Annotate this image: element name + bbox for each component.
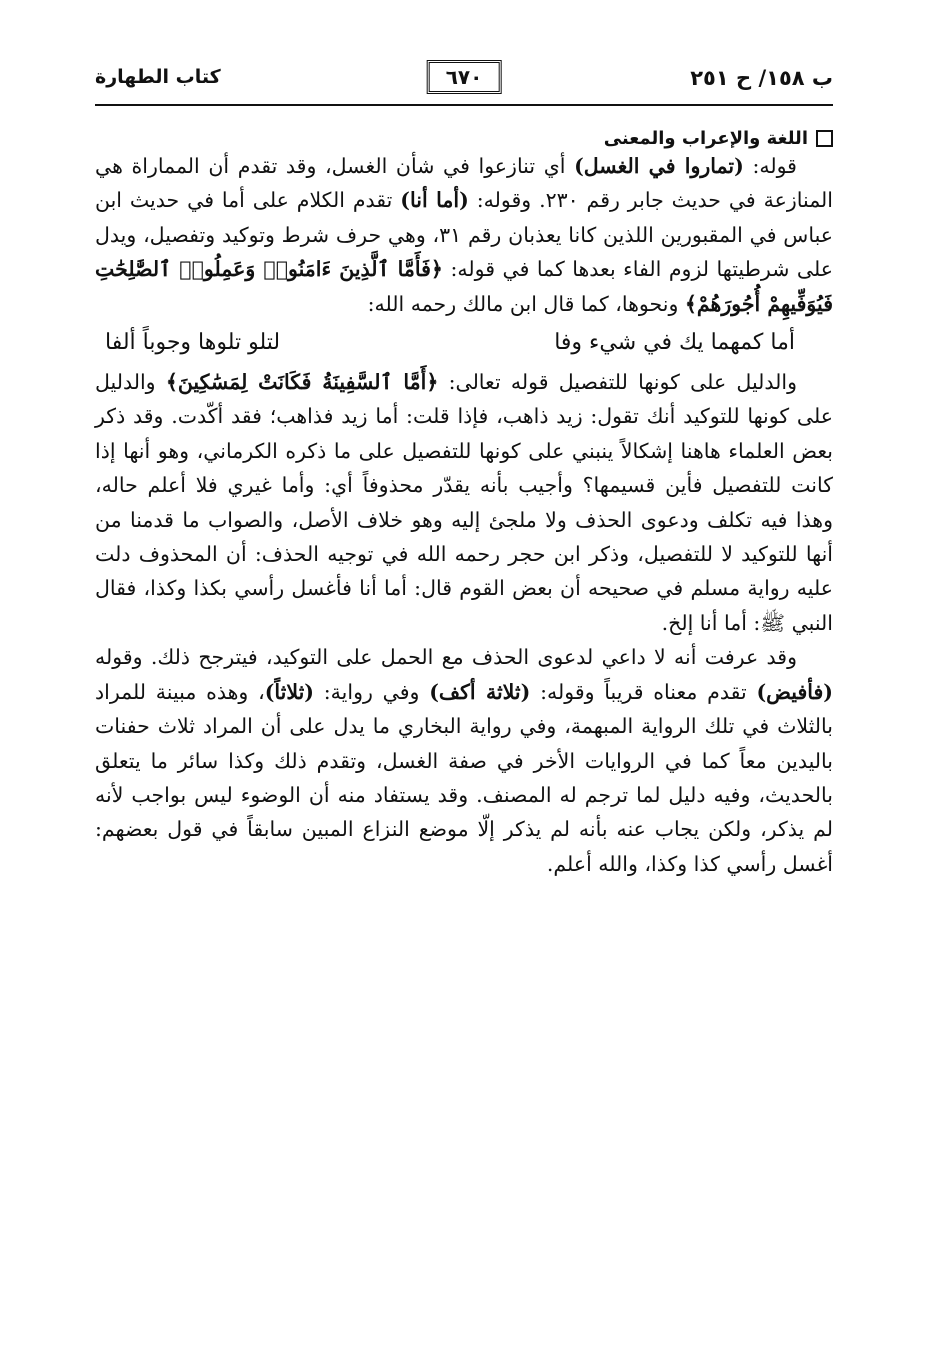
book-title: كتاب الطهارة <box>95 66 221 88</box>
text-run: وفي رواية: <box>314 679 430 704</box>
verse-first-hemistich: أما كمهما يك في شيء وفا <box>554 330 795 356</box>
text-run: والدليل على كونها للتفصيل قوله تعالى: <box>438 370 797 395</box>
quoted-phrase: (ثلاثة أكف) <box>429 679 531 704</box>
page-number: ٦٧٠ <box>427 60 502 94</box>
text-run: أي تنازعوا في شأن الغسل، وقد تقدم أن المماراة هي المنازعة في حديث جابر رقم ٢٣٠. وقوله: <box>95 154 833 213</box>
text-run: تقدم معناه قريباً وقوله: <box>530 679 757 704</box>
quran-verse: ﴿أَمَّا ٱلسَّفِينَةُ فَكَانَتْ لِمَسَٰكِينَ﴾ <box>165 370 439 395</box>
section-heading <box>95 128 833 149</box>
paragraph-2 <box>95 365 833 640</box>
text-run: ونحوها، كما قال ابن مالك رحمه الله: <box>367 291 685 316</box>
text-run: ، وهذه مبينة للمراد بالثلاث في تلك الرواية المبهمة، وفي رواية البخاري ما يدل على أن المراد ثلاث حفنات باليدين معاً كما في الروايات الأخر في صفة الغسل، وتقدم ذلك وكذا سائر ما يتعلق بالحديث، وفيه دليل لما ترجم له المصنف. وقد يستفاد منه أن الوضوء ليس بواجب لأنه لم يذكر، ولكن يجاب عنه بأنه لم يذكر إلّا موضع النزاع المبين سابقاً في قول بعضهم: أغسل رأسي كذا وكذا، والله أعلم. <box>95 679 833 876</box>
quoted-phrase: (ثلاثاً) <box>264 679 314 704</box>
chapter-reference: ب ١٥٨/ ح ٢٥١ <box>690 66 833 90</box>
paragraph-1 <box>95 149 833 321</box>
header-divider <box>95 104 833 106</box>
verse-second-hemistich: لتلو تلوها وجوباً ألفا <box>105 330 281 356</box>
page-header <box>95 58 833 102</box>
quoted-phrase: (تماروا في الغسل) <box>574 154 744 178</box>
text-run: تقدم الكلام على أما في حديث ابن عباس في المقبورين اللذين كانا يعذبان رقم ٣١، وهي حرف شرط وتوكيد وتفصيل، ويدل على شرطيتها لزوم الفاء بعدها كما في قوله: <box>95 188 833 282</box>
quoted-phrase: (أما أنا) <box>400 188 469 213</box>
paragraph-3 <box>95 640 833 881</box>
checkbox-icon <box>816 130 833 147</box>
quoted-phrase: (فأفيض) <box>756 679 833 704</box>
text-run: وقد عرفت أنه لا داعي لدعوى الحذف مع الحمل على التوكيد، فيترجح ذلك. وقوله <box>95 645 797 670</box>
text-run: قوله: <box>743 154 797 178</box>
quran-verse: ﴿فَأَمَّا ٱلَّذِينَ ءَامَنُوا۟ وَعَمِلُوا۟ ٱلصَّٰلِحَٰتِ فَيُوَفِّيهِمْ أُجُورَهُمْ﴾ <box>95 257 833 316</box>
poetry-verse <box>95 321 833 365</box>
body-text <box>95 149 833 881</box>
page <box>95 58 833 881</box>
section-title: اللغة والإعراب والمعنى <box>603 128 808 149</box>
text-run: والدليل على كونها للتوكيد أنك تقول: زيد ذاهب، فإذا قلت: أما زيد فذاهب؛ فقد أكّدت. وقد ذكر بعض العلماء هاهنا إشكالاً ينبني على كونها للتفصيل على ما ذكره الكرماني، وهو أنها إذا كانت للتفصيل فأين قسيمها؟ وأجيب بأنه يقدّر محذوفاً أي: وأما غيري فلا أعلم حاله، وهذا فيه تكلف ودعوى الحذف ولا ملجئ إليه وهو خلاف الأصل، والصواب ما قدمنا من أنها للتوكيد لا للتفصيل، وذكر ابن حجر رحمه الله في توجيه الحذف: أن المحذوف دلت عليه رواية مسلم في صحيحه أن بعض القوم قال: أما أنا فأغسل رأسي بكذا وكذا، فقال النبي ﷺ: أما أنا إلخ. <box>95 370 833 635</box>
